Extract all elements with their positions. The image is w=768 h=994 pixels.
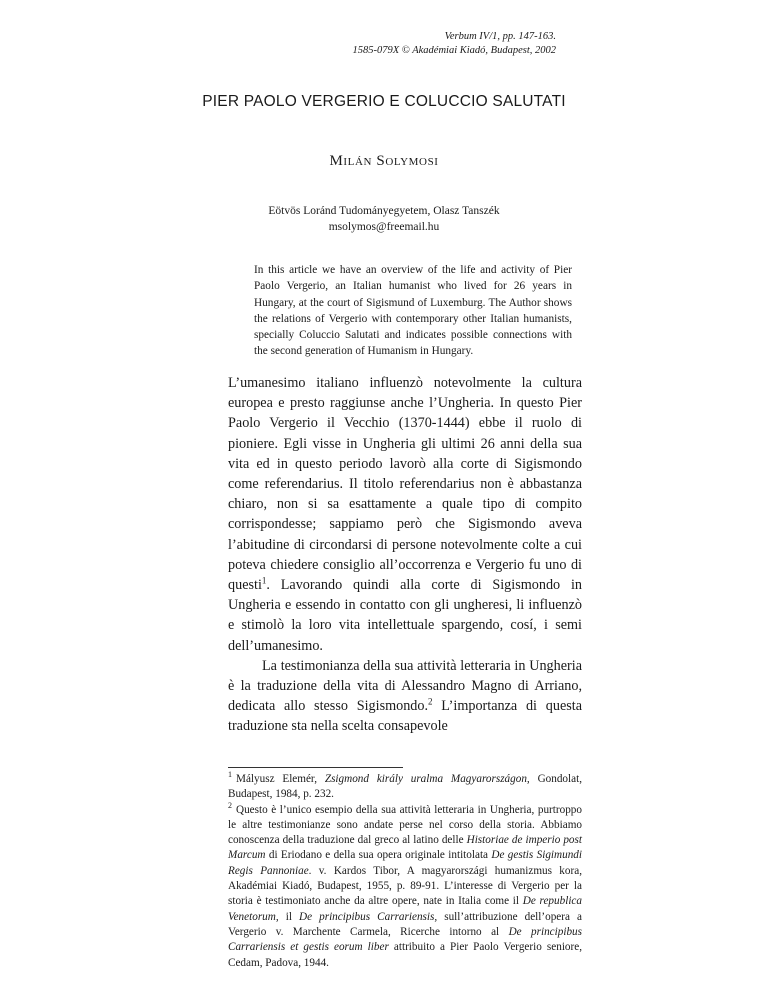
body-text [228, 373, 582, 737]
footnote-ref: 1 [261, 575, 267, 586]
paragraph-text: L’umanesimo italiano influenzò notevolmente la cultura europea e presto raggiunse anche l’Ungheria. In questo Pier Paolo Vergerio il Vecchio (1370-1444) ebbe il ruolo di pioniere. Egli visse in Ungheria gli ultimi 26 anni della sua vita ed in questo periodo lavorò alla corte di Sigismondo come referendarius. Il titolo referendarius non è abbastanza chiaro, non si sa esattamente a quale tipo di compito corrispondesse; sappiamo però che Sigismondo aveva l’abitudine di circondarsi di persone notevolmente colte a cui poteva chiedere consiglio all’occorrenza e Vergerio fu uno di questi [228, 375, 582, 594]
footnote-italic-title: Historiae de imperio post Marcum [228, 834, 582, 862]
footnote-text: Questo è l’unico esempio della sua attività letteraria in Ungheria, purtroppo le altre testimonianze sono andate perse nel corso della storia. Abbiamo conoscenza della traduzione dal greco al latino delle [228, 803, 582, 847]
footnote-number: 1 [228, 770, 232, 780]
author-email: msolymos@freemail.hu [328, 221, 440, 233]
footnote-italic-title: De gestis Sigimundi Regis Pannoniae [228, 849, 582, 877]
paragraph-text: L’importanza di questa traduzione sta nella scelta consapevole [228, 698, 582, 735]
paragraph-text: . Lavorando quindi alla corte di Sigismondo in Ungheria e essendo in contatto con gli ungheresi, li influenzò e stimolò la loro vita intellettuale spargendo, cosí, i semi dell’umanesimo. [228, 577, 582, 654]
footnote-text: . v. Kardos Tibor, A magyarországi humanizmus kora, Akadémiai Kiadó, Budapest, 1955, p. 89-91. L’interesse di Vergerio per la storia è testimoniato anche da altre opere, nate in Italia come il [228, 864, 582, 908]
footnote-italic-title: De principibus Carrariensis, [299, 910, 438, 923]
footnote-italic-title: De republica Venetorum, [228, 895, 582, 923]
footnote-italic-title: De principibus Carrariensis et gestis eorum liber [228, 925, 582, 954]
article-author: Milán Solymosi [329, 153, 439, 169]
paragraph-text: La testimonianza della sua attività letteraria in Ungheria è la traduzione della vita di Alessandro Magno di Arriano, dedicata allo stesso Sigismondo. [228, 657, 582, 715]
author-affiliation-block [0, 203, 768, 235]
running-head [353, 30, 556, 58]
footnote-italic-title: Zsigmond király uralma Magyarországon, [324, 773, 530, 785]
journal-citation: Verbum IV/1, pp. 147-163. [444, 31, 556, 42]
footnote-text: il [278, 910, 300, 923]
abstract: In this article we have an overview of the life and activity of Pier Paolo Vergerio, an Italian humanist who lived for 26 years in Hungary, at the court of Sigismund of Luxemburg. The Author shows the relations of Vergerio with contemporary other Italian humanists, specially Coluccio Salutati and indicates possible connections with the second generation of Humanism in Hungary. [254, 264, 572, 358]
paragraph [228, 373, 582, 656]
affiliation: Eötvös Loránd Tudományegyetem, Olasz Tanszék [268, 205, 500, 217]
footnotes [228, 772, 582, 971]
footnote [228, 772, 582, 803]
article-title: PIER PAOLO VERGERIO E COLUCCIO SALUTATI [202, 93, 566, 110]
footnote-number: 2 [228, 800, 232, 810]
footnote-text: Mályusz Elemér, [236, 773, 325, 785]
footnote-divider [228, 767, 403, 768]
copyright-line: 1585-079X © Akadémiai Kiadó, Budapest, 2002 [352, 45, 556, 56]
footnote-text: Gondolat, Budapest, 1984, p. 232. [228, 773, 582, 801]
footnote-ref: 2 [428, 696, 433, 707]
footnote-text: di Eriodano e della sua opera originale intitolata [265, 849, 492, 862]
footnote-text: attribuito a Pier Paolo Vergerio seniore, Cedam, Padova, 1944. [228, 941, 583, 969]
footnote-text: sull’attribuzione dell’opera a Vergerio v. Marchente Carmela, Ricerche intorno al [228, 910, 582, 938]
footnote [228, 800, 583, 971]
paragraph [228, 656, 582, 737]
